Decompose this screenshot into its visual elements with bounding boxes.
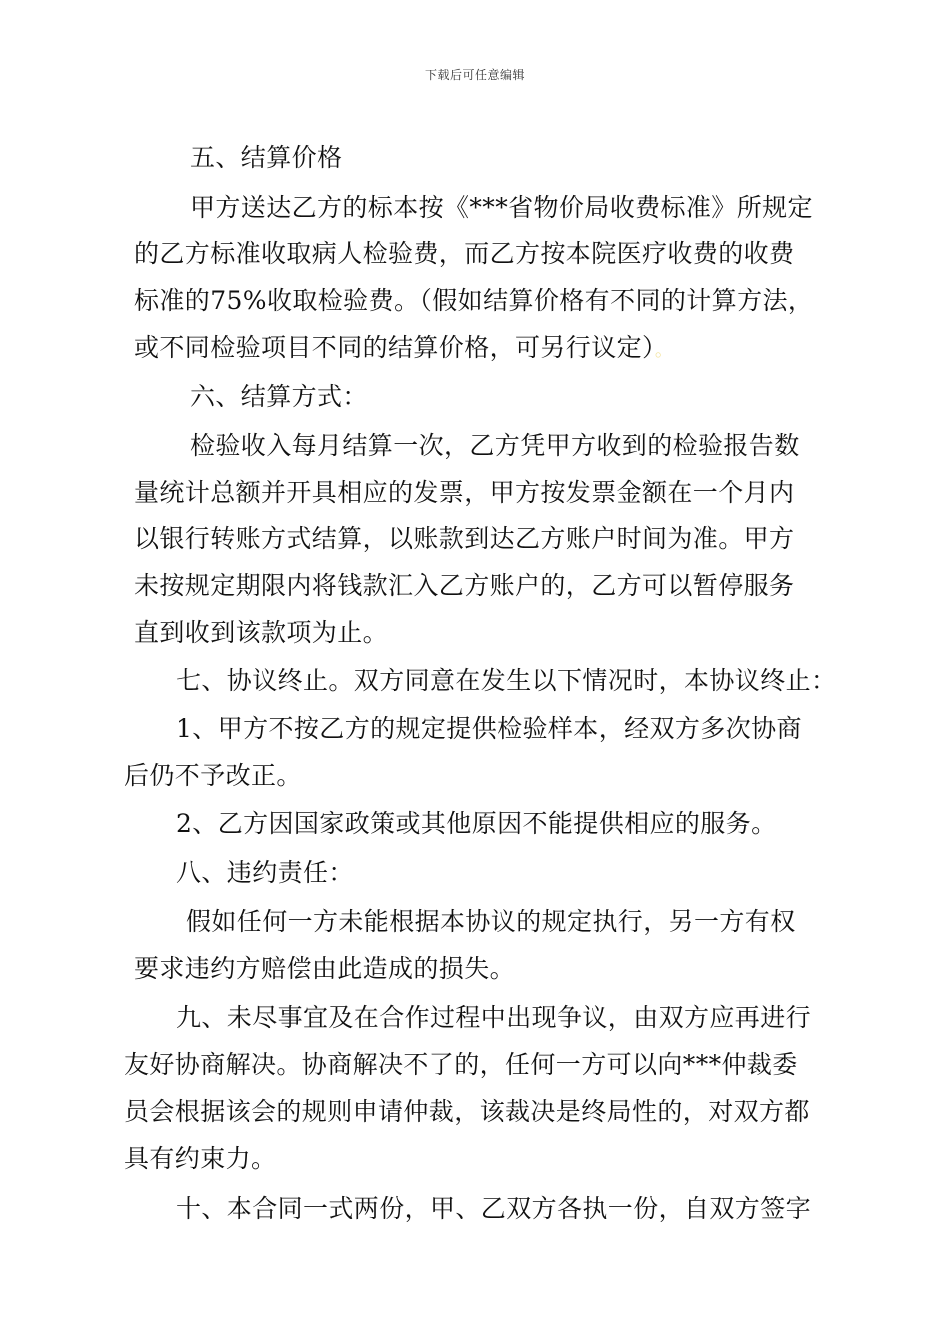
paragraph-line: 以银行转账方式结算，以账款到达乙方账户时间为准。甲方 [134,524,795,553]
list-item-1-cont: 后仍不予改正。 [124,761,302,790]
paragraph-line: 未按规定期限内将钱款汇入乙方账户的，乙方可以暂停服务 [134,571,795,600]
section-9-heading: 九、未尽事宜及在合作过程中出现争议，由双方应再进行 [176,1003,812,1032]
section-6-heading: 六、结算方式： [190,382,368,411]
paragraph-line: 员会根据该会的规则申请仲裁，该裁决是终局性的，对双方都 [124,1097,810,1126]
paragraph-line: 甲方送达乙方的标本按《***省物价局收费标准》所规定 [190,193,813,222]
page-header: 下载后可任意编辑 [424,68,525,82]
list-item-1: 1、甲方不按乙方的规定提供检验样本，经双方多次协商 [176,714,802,743]
paragraph-line: 具有约束力。 [124,1144,277,1173]
section-5-heading: 五、结算价格 [190,143,343,172]
paragraph-line: 要求违约方赔偿由此造成的损失。 [134,954,516,983]
paragraph-line: 友好协商解决。协商解决不了的，任何一方可以向***仲裁委 [124,1050,798,1079]
paragraph-line-text: 或不同检验项目不同的结算价格，可另行议定） [134,333,655,362]
section-8-heading: 八、违约责任： [176,858,354,887]
paragraph-line: 检验收入每月结算一次，乙方凭甲方收到的检验报告数 [190,431,800,460]
paragraph-line: 标准的75%收取检验费。（假如结算价格有不同的计算方法， [134,286,814,315]
section-7-heading: 七、协议终止。双方同意在发生以下情况时，本协议终止： [176,666,837,695]
highlight-dot: 。 [654,340,674,361]
paragraph-line: 假如任何一方未能根据本协议的规定执行，另一方有权 [186,907,796,936]
paragraph-line [134,333,673,366]
list-item-2: 2、乙方因国家政策或其他原因不能提供相应的服务。 [176,809,777,838]
paragraph-line: 量统计总额并开具相应的发票，甲方按发票金额在一个月内 [134,478,795,507]
section-10-heading: 十、本合同一式两份，甲、乙双方各执一份，自双方签字 [176,1194,812,1223]
paragraph-line: 的乙方标准收取病人检验费，而乙方按本院医疗收费的收费 [134,239,795,268]
paragraph-line: 直到收到该款项为止。 [134,618,389,647]
